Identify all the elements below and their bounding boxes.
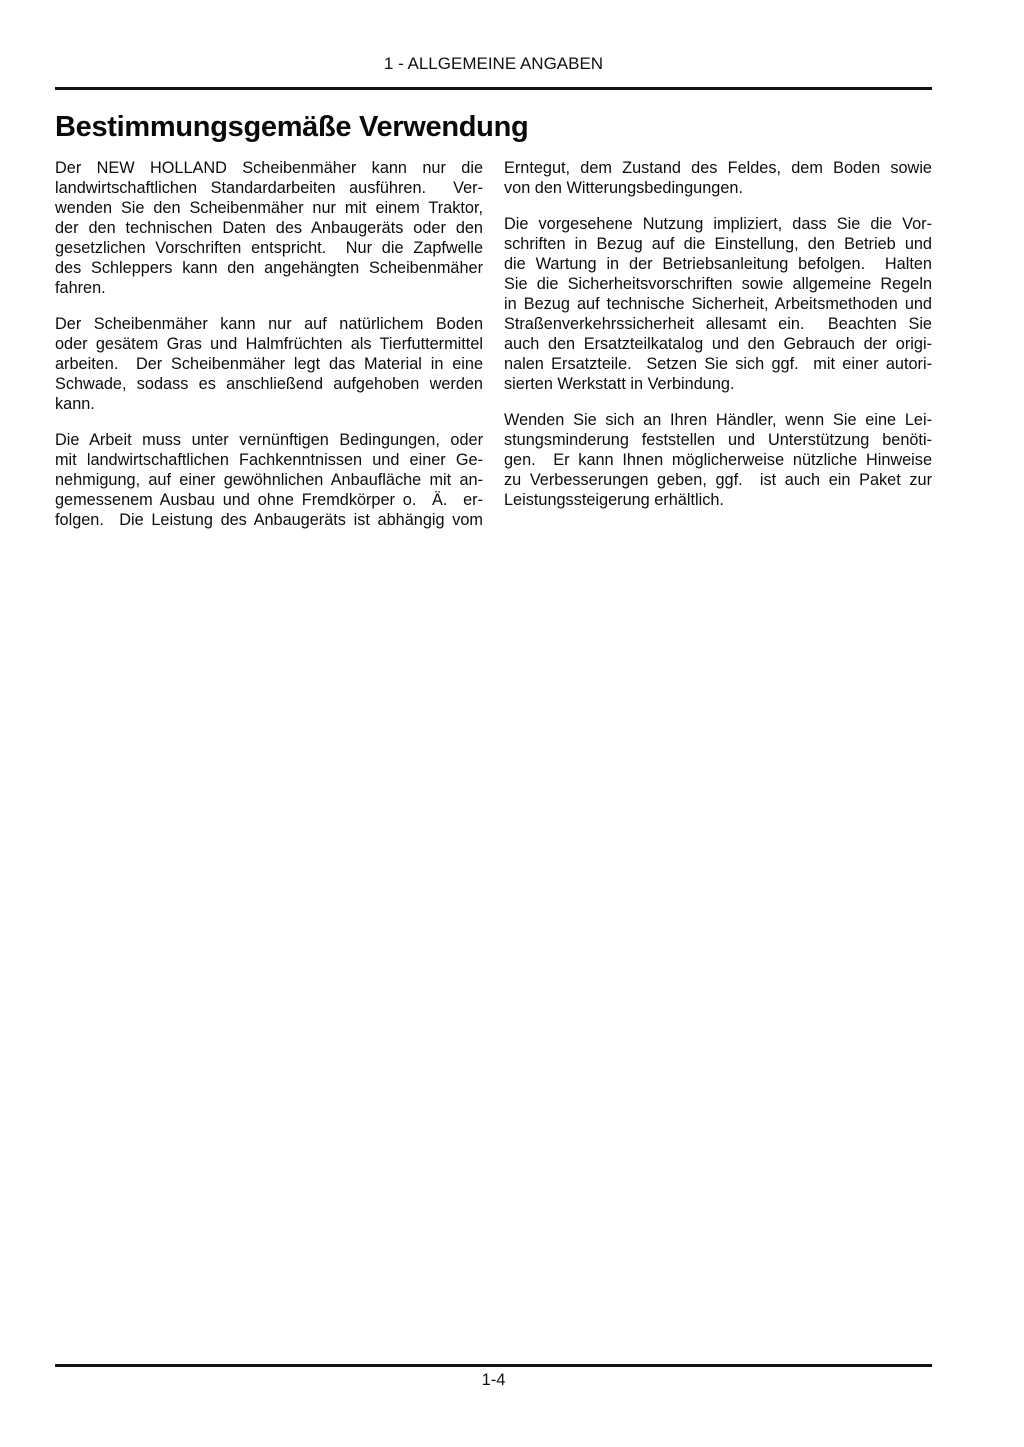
text-line: Der Scheibenmäher kann nur auf natürlichem Boden bbox=[55, 315, 483, 333]
text-line: Die Arbeit muss unter vernünftigen Bedingungen, oder bbox=[55, 431, 483, 449]
text-line: Erntegut, dem Zustand des Feldes, dem Boden sowie bbox=[504, 159, 932, 177]
text-line: auch den Ersatzteilkatalog und den Gebrauch der origi- bbox=[504, 335, 932, 353]
text-line: der den technischen Daten des Anbaugeräts oder den bbox=[55, 219, 483, 237]
page-footer bbox=[55, 1364, 932, 1390]
section-title: Bestimmungsgemäße Verwendung bbox=[55, 111, 529, 143]
text-line: nalen Ersatzteile. Setzen Sie sich ggf. mit einer autori- bbox=[504, 355, 932, 373]
left-column bbox=[55, 158, 483, 546]
text-line: Straßenverkehrssicherheit allesamt ein. Beachten Sie bbox=[504, 315, 932, 333]
text-line: arbeiten. Der Scheibenmäher legt das Material in eine bbox=[55, 355, 483, 373]
text-line: Sie die Sicherheitsvorschriften sowie allgemeine Regeln bbox=[504, 275, 932, 293]
text-line: des Schleppers kann den angehängten Scheibenmäher bbox=[55, 259, 483, 277]
text-line: kann. bbox=[55, 395, 95, 413]
text-line: schriften in Bezug auf die Einstellung, den Betrieb und bbox=[504, 235, 932, 253]
paragraph bbox=[55, 314, 483, 414]
footer-rule bbox=[55, 1364, 932, 1367]
text-line: nehmigung, auf einer gewöhnlichen Anbaufläche mit an- bbox=[55, 471, 483, 489]
text-line: in Bezug auf technische Sicherheit, Arbeitsmethoden und bbox=[504, 295, 932, 313]
text-line: sierten Werkstatt in Verbindung. bbox=[504, 375, 735, 393]
text-line: landwirtschaftlichen Standardarbeiten ausführen. Ver- bbox=[55, 179, 483, 197]
text-line: mit landwirtschaftlichen Fachkenntnissen und einer Ge- bbox=[55, 451, 483, 469]
text-line: Die vorgesehene Nutzung impliziert, dass Sie die Vor- bbox=[504, 215, 932, 233]
text-line: fahren. bbox=[55, 279, 106, 297]
text-line: wenden Sie den Scheibenmäher nur mit einem Traktor, bbox=[55, 199, 483, 217]
paragraph bbox=[504, 410, 932, 510]
text-line: die Wartung in der Betriebsanleitung befolgen. Halten bbox=[504, 255, 932, 273]
text-line: Wenden Sie sich an Ihren Händler, wenn Sie eine Lei- bbox=[504, 411, 932, 429]
right-column bbox=[504, 158, 932, 546]
text-line: Leistungssteigerung erhältlich. bbox=[504, 491, 724, 509]
running-header: 1 - ALLGEMEINE ANGABEN bbox=[383, 54, 604, 73]
paragraph bbox=[504, 214, 932, 394]
text-columns bbox=[55, 158, 932, 546]
text-line: oder gesätem Gras und Halmfrüchten als Tierfuttermittel bbox=[55, 335, 483, 353]
text-line: von den Witterungsbedingungen. bbox=[504, 179, 743, 197]
text-line: gesetzlichen Vorschriften entspricht. Nur die Zapfwelle bbox=[55, 239, 483, 257]
header-rule bbox=[55, 87, 932, 90]
page-number: 1-4 bbox=[481, 1371, 506, 1389]
paragraph bbox=[55, 158, 483, 298]
text-line: folgen. Die Leistung des Anbaugeräts ist abhängig vom bbox=[55, 511, 483, 529]
text-line: gen. Er kann Ihnen möglicherweise nützliche Hinweise bbox=[504, 451, 932, 469]
text-line: zu Verbesserungen geben, ggf. ist auch ein Paket zur bbox=[504, 471, 932, 489]
text-line: Schwade, sodass es anschließend aufgehoben werden bbox=[55, 375, 483, 393]
text-line: stungsminderung feststellen und Unterstützung benöti- bbox=[504, 431, 932, 449]
text-line: gemessenem Ausbau und ohne Fremdkörper o. Ä. er- bbox=[55, 491, 483, 509]
text-line: Der NEW HOLLAND Scheibenmäher kann nur die bbox=[55, 159, 483, 177]
paragraph bbox=[55, 430, 483, 530]
paragraph bbox=[504, 158, 932, 198]
